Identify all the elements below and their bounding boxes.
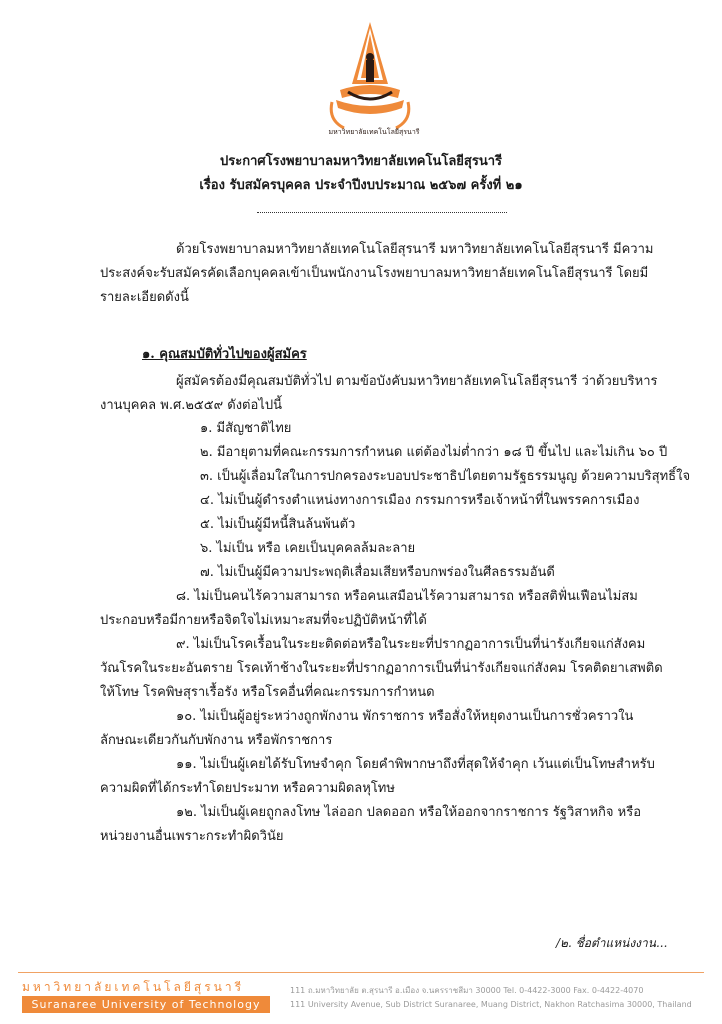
announcement-title xyxy=(0,150,722,198)
qualification-item: ๗. ไม่เป็นผู้มีความประพฤติเสื่อมเสียหรือบกพร่องในศีลธรรมอันดี xyxy=(200,565,555,580)
qualification-item: ๑๐. ไม่เป็นผู้อยู่ระหว่างถูกพักงาน พักราชการ หรือสั่งให้หยุดงานเป็นการชั่วคราวในลักษณะเดียวกันกับพักงาน หรือพักราชการ xyxy=(100,709,634,748)
continuation-note: /๒. ชื่อตำแหน่งงาน... xyxy=(556,936,668,950)
qualification-item: ๕. ไม่เป็นผู้มีหนี้สินล้นพ้นตัว xyxy=(200,517,356,532)
footer-thai-name: มหาวิทยาลัยเทคโนโลยีสุรนารี xyxy=(22,980,245,994)
qualification-item: ๒. มีอายุตามที่คณะกรรมการกำหนด แต่ต้องไม่ต่ำกว่า ๑๘ ปี ขึ้นไป และไม่เกิน ๖๐ ปี xyxy=(200,445,668,460)
qualification-item: ๘. ไม่เป็นคนไร้ความสามารถ หรือคนเสมือนไร้ความสามารถ หรือสติฟั่นเฟือนไม่สมประกอบหรือมีกายหรือจิตใจไม่เหมาะสมที่จะปฏิบัติหน้าที่ได้ xyxy=(100,589,638,628)
qualification-item: ๑. มีสัญชาติไทย xyxy=(200,421,292,436)
footer-divider xyxy=(18,972,704,973)
title-line-2: เรื่อง รับสมัครบุคคล ประจำปีงบประมาณ ๒๕๖๗ ครั้งที่ ๒๑ xyxy=(199,178,523,193)
qualification-item: ๑๒. ไม่เป็นผู้เคยถูกลงโทษ ไล่ออก ปลดออก หรือให้ออกจากราชการ รัฐวิสาหกิจ หรือหน่วยงานอื่นเพราะกระทำผิดวินัย xyxy=(100,805,642,844)
qualification-item: ๓. เป็นผู้เลื่อมใสในการปกครองระบอบประชาธิปไตยตามรัฐธรรมนูญ ด้วยความบริสุทธิ์ใจ xyxy=(200,469,691,484)
qualification-item: ๔. ไม่เป็นผู้ดำรงตำแหน่งทางการเมือง กรรมการหรือเจ้าหน้าที่ในพรรคการเมือง xyxy=(200,493,640,508)
intro-paragraph: ด้วยโรงพยาบาลมหาวิทยาลัยเทคโนโลยีสุรนารี มหาวิทยาลัยเทคโนโลยีสุรนารี มีความประสงค์จะรับสมัครคัดเลือกบุคคลเข้าเป็นพนักงานโรงพยาบาลมหาวิทยาลัยเทคโนโลยีสุรนารี โดยมีรายละเอียดดังนี้ xyxy=(100,242,654,305)
qualification-item: ๑๑. ไม่เป็นผู้เคยได้รับโทษจำคุก โดยคำพิพากษาถึงที่สุดให้จำคุก เว้นแต่เป็นโทษสำหรับความผิดที่ได้กระทำโดยประมาท หรือความผิดลหุโทษ xyxy=(100,757,655,796)
title-line-1: ประกาศโรงพยาบาลมหาวิทยาลัยเทคโนโลยีสุรนารี xyxy=(220,154,502,169)
footer-address-english: 111 University Avenue, Sub District Suranaree, Muang District, Nakhon Ratchasima 30000, Thailand xyxy=(290,1000,692,1009)
footer-english-name: Suranaree University of Technology xyxy=(22,996,270,1013)
qualification-item: ๙. ไม่เป็นโรคเรื้อนในระยะติดต่อหรือในระยะที่ปรากฏอาการเป็นที่น่ารังเกียจแก่สังคม วัณโรคในระยะอันตราย โรคเท้าช้างในระยะที่ปรากฏอาการเป็นที่น่ารังเกียจแก่สังคม โรคติดยาเสพติดให้โทษ โรคพิษสุราเรื้อรัง หรือโรคอื่นที่คณะกรรมการกำหนด xyxy=(100,637,663,700)
logo-text: มหาวิทยาลัยเทคโนโลยีสุรนารี xyxy=(328,128,420,136)
section-1-heading: ๑. คุณสมบัติทั่วไปของผู้สมัคร xyxy=(142,347,307,362)
section-1-intro: ผู้สมัครต้องมีคุณสมบัติทั่วไป ตามข้อบังคับมหาวิทยาลัยเทคโนโลยีสุรนารี ว่าด้วยบริหารงานบุคคล พ.ศ.๒๕๕๙ ดังต่อไปนี้ xyxy=(100,374,658,413)
university-logo xyxy=(318,20,422,140)
dotted-divider xyxy=(257,212,507,213)
qualification-item: ๖. ไม่เป็น หรือ เคยเป็นบุคคลล้มละลาย xyxy=(200,541,416,556)
footer-address-thai: 111 ถ.มหาวิทยาลัย ต.สุรนารี อ.เมือง จ.นครราชสีมา 30000 Tel. 0-4422-3000 Fax. 0-4422-4070 xyxy=(290,986,644,995)
